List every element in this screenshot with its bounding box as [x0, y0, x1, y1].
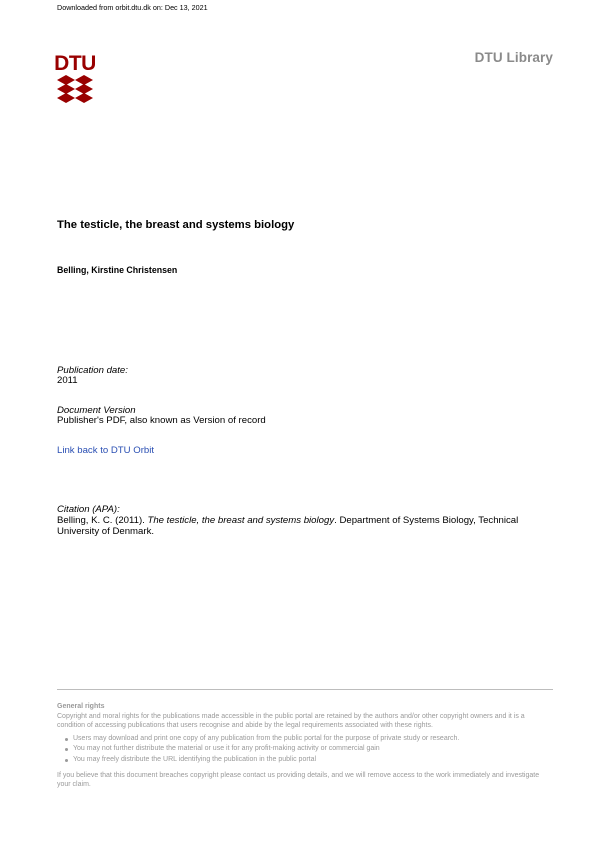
general-rights-section	[57, 702, 553, 789]
dtu-logo-text: DTU	[54, 52, 96, 75]
rights-list-item: You may not further distribute the material or use it for any profit-making activity or commercial gain	[73, 744, 553, 754]
document-version-value: Publisher's PDF, also known as Version of record	[57, 415, 266, 426]
rights-heading: General rights	[57, 703, 105, 710]
document-title: The testicle, the breast and systems biology	[57, 219, 295, 231]
orbit-link[interactable]: Link back to DTU Orbit	[57, 445, 155, 456]
rights-list	[57, 734, 553, 765]
download-note: Downloaded from orbit.dtu.dk on: Dec 13, 2021	[57, 3, 208, 12]
dtu-logo-chevrons	[57, 75, 93, 103]
citation-title: The testicle, the breast and systems biology	[147, 515, 335, 526]
publication-date-label: Publication date:	[57, 365, 128, 376]
citation-suffix: . Department of Systems Biology, Technical University of Denmark.	[57, 515, 519, 538]
rights-body: Copyright and moral rights for the publications made accessible in the public portal are retained by the authors and/or other copyright owners and it is a condition of accessing publications that users recognise and abide by the legal requirements associated with these rights.	[57, 713, 525, 730]
citation-prefix: Belling, K. C. (2011).	[57, 515, 148, 526]
rights-divider	[57, 689, 553, 690]
citation-label: Citation (APA):	[57, 504, 120, 515]
dtu-library-label: DTU Library	[474, 50, 553, 65]
citation-text	[57, 515, 552, 538]
publication-date-value: 2011	[57, 375, 78, 386]
rights-list-item: Users may download and print one copy of any publication from the public portal for the purpose of private study or research.	[73, 734, 553, 744]
document-author: Belling, Kirstine Christensen	[57, 265, 178, 275]
dtu-logo	[54, 51, 96, 105]
rights-list-item: You may freely distribute the URL identifying the publication in the public portal	[73, 755, 553, 765]
document-version-label: Document Version	[57, 405, 136, 416]
rights-footer: If you believe that this document breaches copyright please contact us providing details, and we will remove access to the work immediately and investigate your claim.	[57, 771, 540, 788]
